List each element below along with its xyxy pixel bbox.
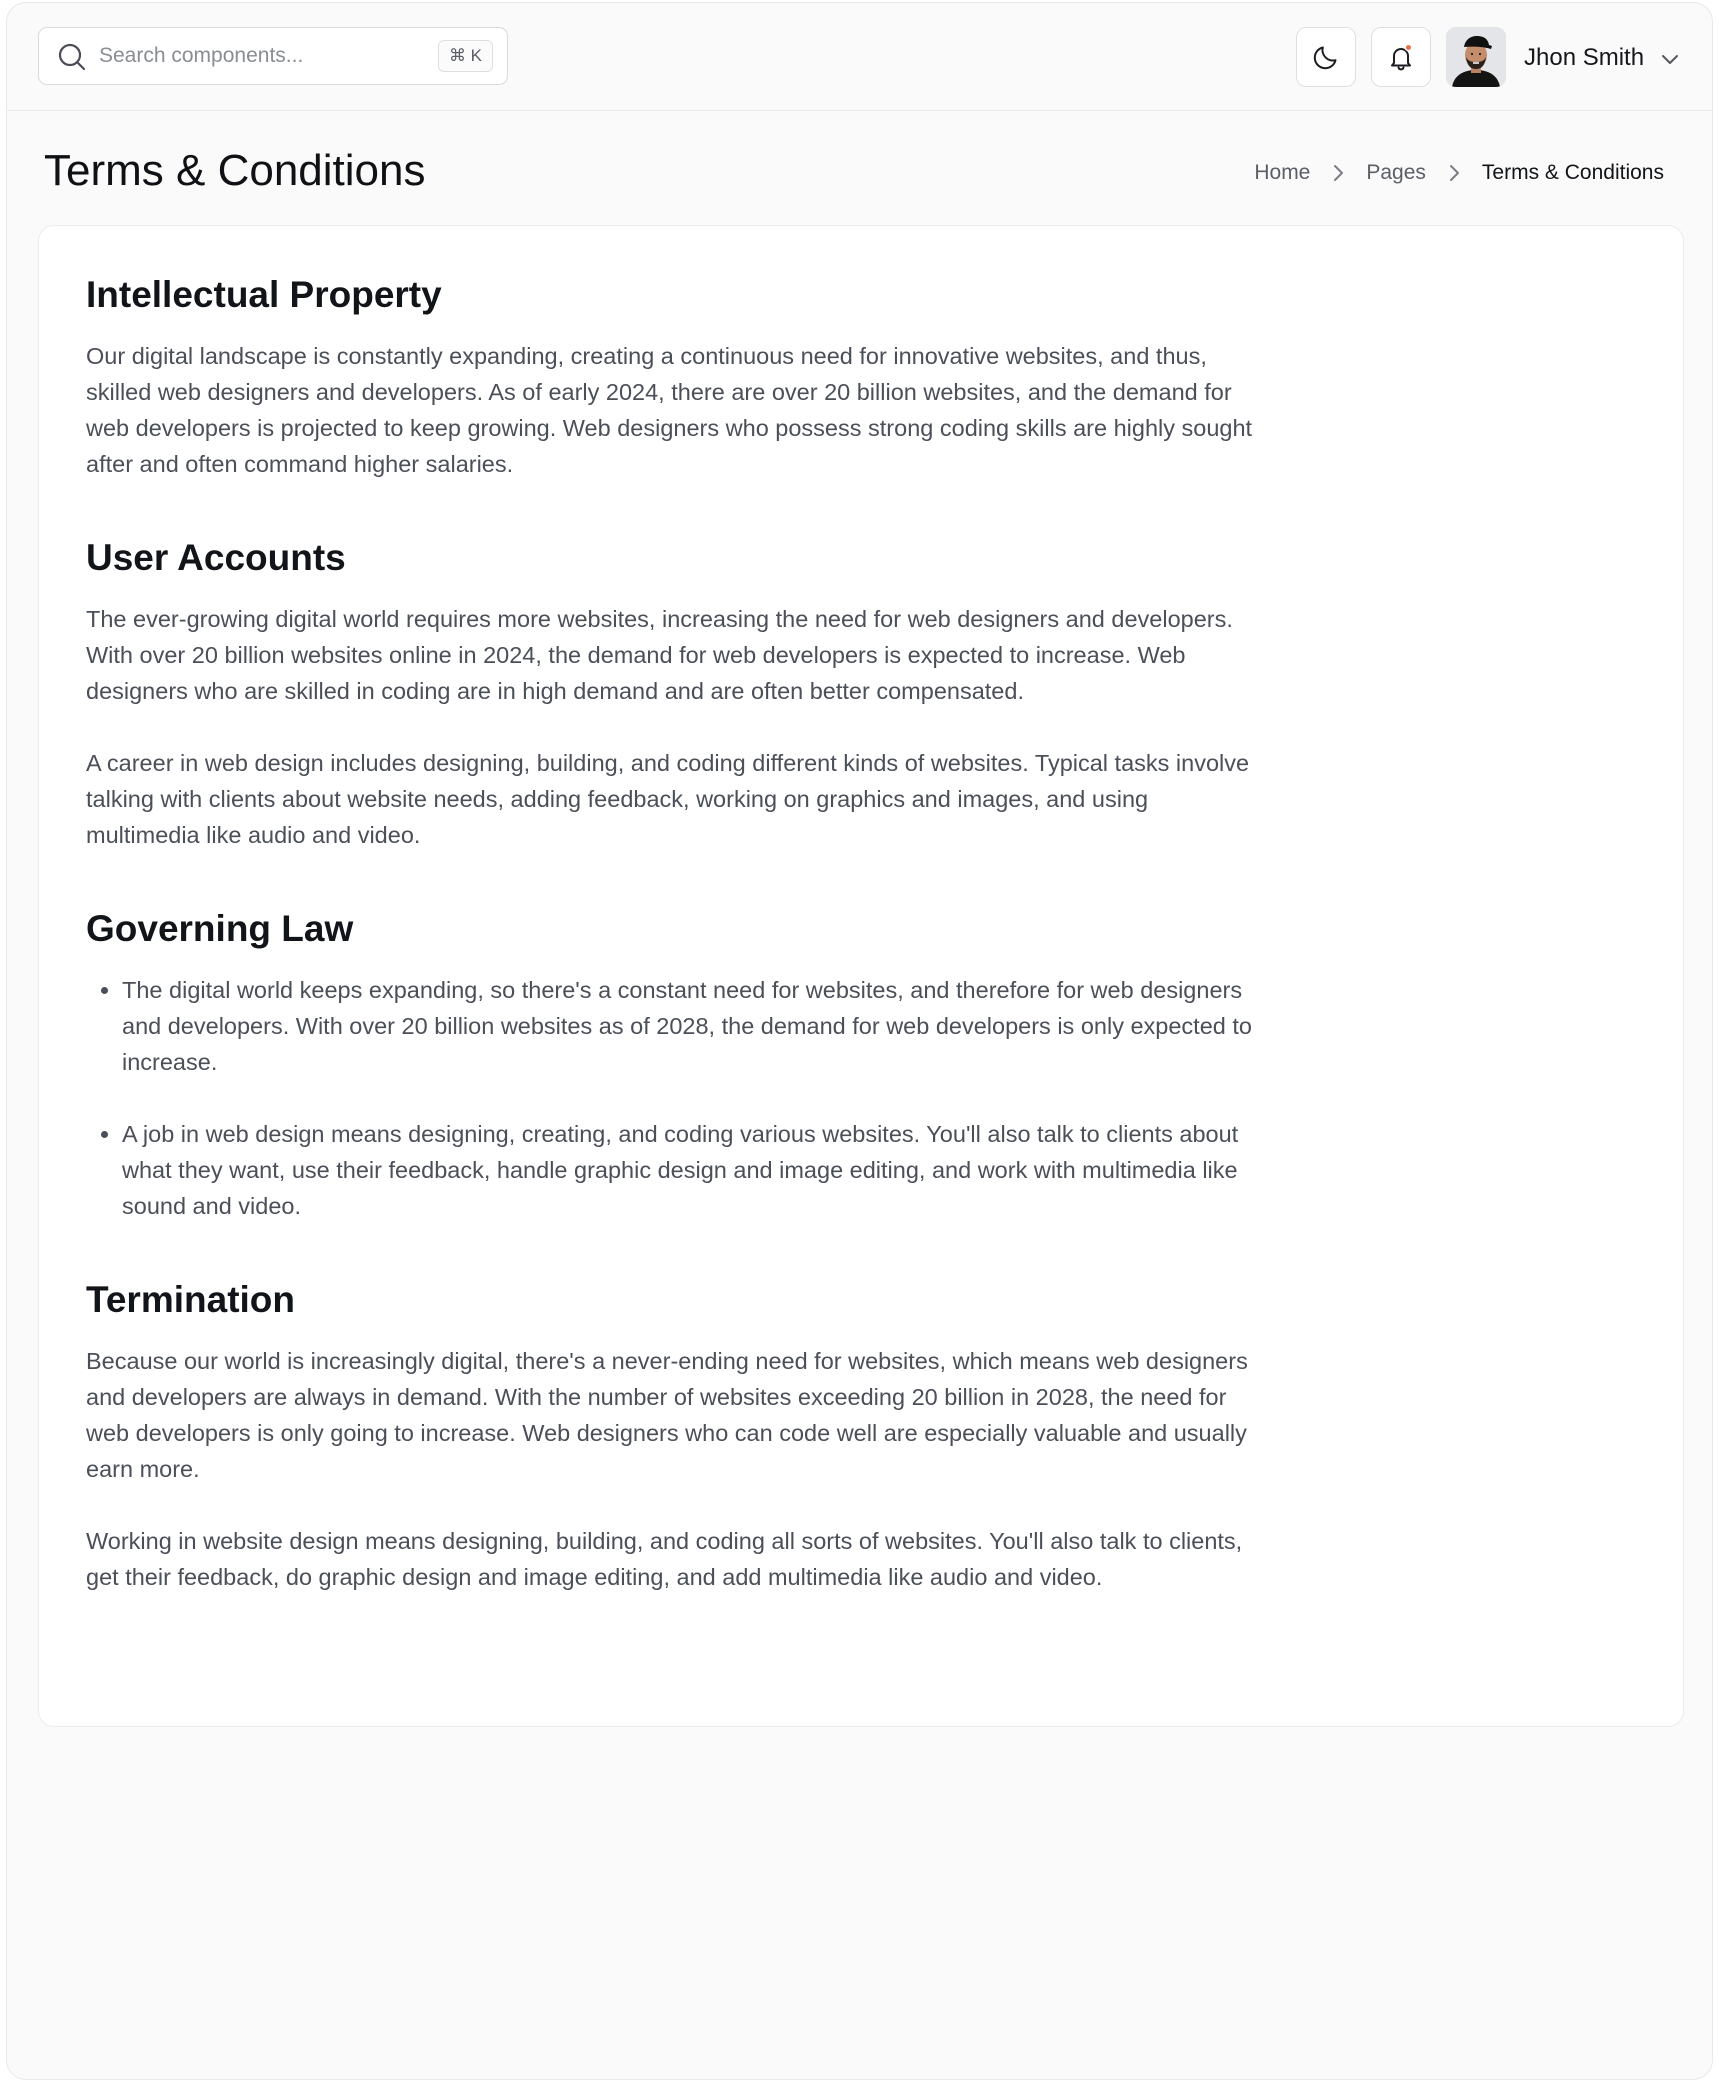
section-heading: Intellectual Property bbox=[86, 274, 442, 315]
terms-content bbox=[86, 272, 1256, 1595]
user-menu-name[interactable]: Jhon Smith bbox=[1524, 44, 1645, 71]
chevron-down-icon[interactable] bbox=[1658, 47, 1682, 71]
moon-icon bbox=[1311, 42, 1341, 72]
breadcrumb-home[interactable]: Home bbox=[1254, 161, 1311, 184]
section-paragraph: Because our world is increasingly digital, there's a never-ending need for websites, which means web designers and developers are always in demand. With the number of websites exceeding 20 billion in 2028, the need for web developers is only going to increase. Web designers who can code well are especially valuable and usually earn more. bbox=[86, 1348, 1248, 1482]
section-user-accounts bbox=[86, 535, 1256, 853]
search-icon bbox=[57, 42, 87, 72]
app-frame bbox=[6, 2, 1713, 2080]
section-termination bbox=[86, 1277, 1256, 1595]
breadcrumb-current: Terms & Conditions bbox=[1481, 161, 1664, 184]
breadcrumb bbox=[1254, 160, 1664, 186]
page-title: Terms & Conditions bbox=[44, 146, 426, 195]
breadcrumb-pages[interactable]: Pages bbox=[1366, 161, 1426, 184]
list-item: • The digital world keeps expanding, so there's a constant need for websites, and therefore for web designers and developers. With over 20 billion websites as of 2028, the demand for web developers is only expected to increase. bbox=[122, 972, 1256, 1080]
list-item: • A job in web design means designing, creating, and coding various websites. You'll also talk to clients about what they want, use their feedback, handle graphic design and image editing, and work with multimedia like sound and video. bbox=[122, 1116, 1256, 1224]
section-heading: User Accounts bbox=[86, 537, 346, 578]
theme-toggle-button[interactable] bbox=[1296, 27, 1356, 87]
section-paragraph: Working in website design means designing, building, and coding all sorts of websites. You'll also talk to clients, get their feedback, do graphic design and image editing, and add multimedia like audio and video. bbox=[86, 1528, 1243, 1590]
user-photo bbox=[1446, 27, 1506, 87]
bell-icon bbox=[1386, 42, 1416, 72]
section-paragraph: A career in web design includes designing, building, and coding different kinds of websites. Typical tasks involve talking with clients about website needs, adding feedback, working on graphics and images, and using multimedia like audio and video. bbox=[86, 750, 1250, 848]
chevron-right-icon bbox=[1442, 161, 1466, 185]
section-paragraph: The ever-growing digital world requires more websites, increasing the need for web designers and developers. With over 20 billion websites online in 2024, the demand for web developers is expected to increase. Web designers who are skilled in coding are in high demand and are often better compensated. bbox=[86, 606, 1233, 704]
section-heading: Governing Law bbox=[86, 908, 354, 949]
notifications-button[interactable] bbox=[1371, 27, 1431, 87]
avatar[interactable] bbox=[1446, 27, 1506, 87]
search-input[interactable]: Search components... bbox=[99, 44, 304, 67]
search-box[interactable] bbox=[38, 27, 508, 85]
bullet-list bbox=[86, 972, 1256, 1224]
topbar bbox=[7, 3, 1712, 111]
terms-card bbox=[38, 225, 1684, 1727]
chevron-right-icon bbox=[1326, 161, 1350, 185]
section-heading: Termination bbox=[86, 1279, 295, 1320]
search-shortcut-badge: ⌘ K bbox=[438, 40, 493, 72]
section-intellectual-property bbox=[86, 272, 1256, 482]
notification-dot bbox=[1405, 44, 1411, 50]
section-governing-law bbox=[86, 906, 1256, 1224]
section-paragraph: Our digital landscape is constantly expanding, creating a continuous need for innovative websites, and thus, skilled web designers and developers. As of early 2024, there are over 20 billion websites, and the demand for web developers is projected to keep growing. Web designers who possess strong coding skills are highly sought after and often command higher salaries. bbox=[86, 343, 1253, 477]
